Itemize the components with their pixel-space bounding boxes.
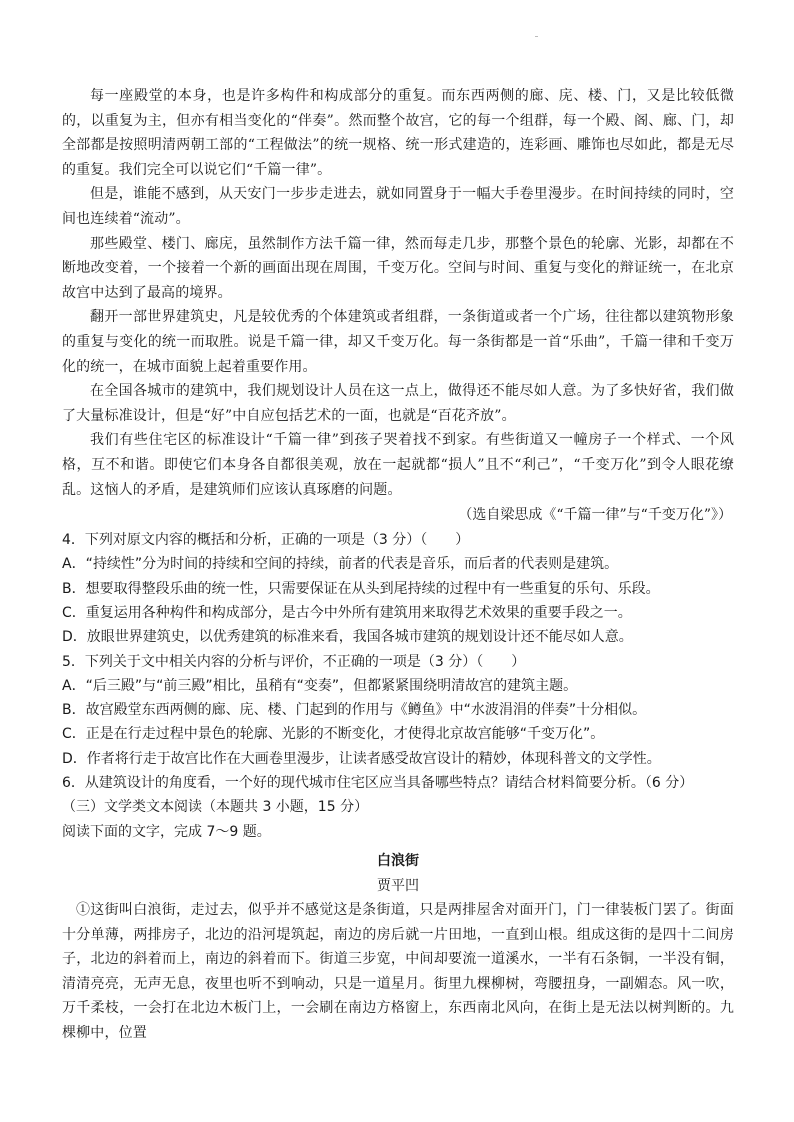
essay-source: （选自梁思成《“千篇一律”与“千变万化”》） bbox=[458, 507, 732, 524]
section-3 bbox=[62, 795, 734, 1045]
question-4-option-d: D．放眼世界建筑史，以优秀建筑的标准来看，我国各城市建筑的规划设计还不能尽如人意。 bbox=[62, 629, 633, 646]
essay-paragraph-1: 每一座殿堂的本身，也是许多构件和构成部分的重复。而东西两侧的廊、庑、楼、门，又是比较低微的，以重复为主，但亦有相当变化的“伴奏”。然而整个故宫，它的每一个组群，每一个殿、阁、廊、门，却全部都是按照明清两朝工部的“工程做法”的统一规格、统一形式建造的，连彩画、雕饰也尽如此，都是无尽的重复。我们完全可以说它们“千篇一律”。 bbox=[62, 88, 734, 178]
essay-body bbox=[62, 84, 734, 528]
question-5-option-a: A．“后三殿”与“前三殿”相比，虽稍有“变奏”，但都紧紧围绕明清故宫的建筑主题。 bbox=[62, 677, 578, 694]
story-author: 贾平凹 bbox=[377, 877, 419, 894]
essay-paragraph-3: 那些殿堂、楼门、廊庑，虽然制作方法千篇一律，然而每走几步，那整个景色的轮廓、光影，却都在不断地改变着，一个接着一个新的画面出现在周围，千变万化。空间与时间、重复与变化的辩证统一，在北京故宫中达到了最高的境界。 bbox=[62, 235, 734, 301]
scan-dot bbox=[535, 36, 538, 37]
question-5-option-c: C．正是在行走过程中景色的轮廓、光影的不断变化，才使得北京故宫能够“千变万化”。 bbox=[62, 726, 605, 743]
question-4-stem: 4．下列对原文内容的概括和分析，正确的一项是（3 分）（ ） bbox=[62, 532, 470, 549]
question-4-option-a: A．“持续性”分为时间的持续和空间的持续，前者的代表是音乐，而后者的代表则是建筑。 bbox=[62, 556, 619, 573]
question-6-stem: 6．从建筑设计的角度看，一个好的现代城市住宅区应当具备哪些特点？请结合材料简要分析。（6 分） bbox=[62, 775, 694, 792]
section-3-heading: （三）文学类文本阅读（本题共 3 小题，15 分） bbox=[62, 799, 369, 816]
question-4-option-b: B．想要取得整段乐曲的统一性，只需要保证在从头到尾持续的过程中有一些重复的乐句、乐段。 bbox=[62, 580, 660, 597]
essay-paragraph-5: 在全国各城市的建筑中，我们规划设计人员在这一点上，做得还不能尽如人意。为了多快好省，我们做了大量标准设计，但是“好”中自应包括艺术的一面，也就是“百花齐放”。 bbox=[62, 383, 734, 424]
question-5-option-b: B．故宫殿堂东西两侧的廊、庑、楼、门起到的作用与《鳟鱼》中“水波涓涓的伴奏”十分相似。 bbox=[62, 702, 647, 719]
question-5-stem: 5．下列关于文中相关内容的分析与评价，不正确的一项是（3 分）（ ） bbox=[62, 653, 526, 670]
story-title: 白浪街 bbox=[377, 852, 419, 869]
essay-paragraph-4: 翻开一部世界建筑史，凡是较优秀的个体建筑或者组群，一条街道或者一个广场，往往都以建筑物形象的重复与变化的统一而取胜。说是千篇一律，却又千变万化。每一条街都是一首“乐曲”，千篇一律和千变万化的统一，在城市面貌上起着重要作用。 bbox=[62, 309, 734, 375]
essay-paragraph-2: 但是，谁能不感到，从天安门一步步走进去，就如同置身于一幅大手卷里漫步。在时间持续的同时，空间也连续着“流动”。 bbox=[62, 186, 734, 227]
document-page bbox=[62, 84, 734, 1046]
essay-paragraph-6: 我们有些住宅区的标准设计“千篇一律”到孩子哭着找不到家。有些街道又一幢房子一个样式、一个风格，互不和谐。即使它们本身各自都很美观，放在一起就都“损人”且不“利己”，“千变万化”到令人眼花缭乱。这恼人的矛盾，是建筑师们应该认真琢磨的问题。 bbox=[62, 432, 734, 498]
question-4-option-c: C．重复运用各种构件和构成部分，是古今中外所有建筑用来取得艺术效果的重要手段之一。 bbox=[62, 604, 632, 621]
question-5-option-d: D．作者将行走于故宫比作在大画卷里漫步，让读者感受故宫设计的精妙，体现科普文的文学性。 bbox=[62, 750, 661, 767]
section-3-instruction: 阅读下面的文字，完成 7～9 题。 bbox=[62, 823, 271, 840]
question-5 bbox=[62, 650, 734, 771]
question-6 bbox=[62, 771, 734, 795]
story-paragraph-1: ①这街叫白浪街，走过去，似乎并不感觉这是条街道，只是两排屋舍对面开门，门一律装板门罢了。街面十分单薄，两排房子，北边的沿河堤筑起，南边的房后就一片田地，一直到山根。组成这街的是四十二间房子，北边的斜着而上，南边的斜着而下。街道三步宽，中间却要流一道溪水，一半有石条铜，一半没有铜，清清亮亮，无声无息，夜里也听不到响动，只是一道星月。街里九棵柳树，弯腰扭身，一副媚态。风一吹，万千柔枝，一会打在北边木板门上，一会刷在南边方格窗上，东西南北风向，在街上是无法以树判断的。九棵柳中，位置 bbox=[62, 901, 734, 1041]
question-4 bbox=[62, 528, 734, 649]
